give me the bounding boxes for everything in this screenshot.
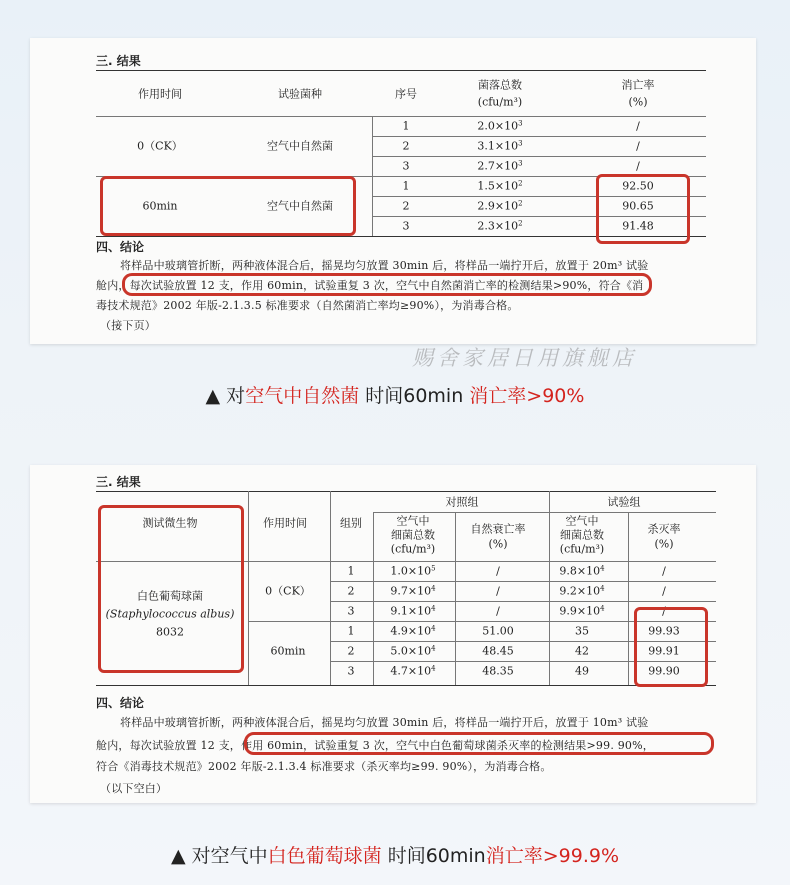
header-species: 试验菌种 <box>278 87 322 101</box>
time-ck: 0（CK） <box>137 139 183 153</box>
group-number: 1 <box>347 624 355 638</box>
control-count: $9.7\times 10^4$ <box>390 584 436 598</box>
header-index: 序号 <box>395 87 417 101</box>
colony-count: $2.7\times 10^3$ <box>477 159 523 173</box>
control-count: $9.1\times 10^4$ <box>390 604 436 618</box>
colony-count: $2.0\times 10^3$ <box>477 119 523 133</box>
natural-decay-rate: 48.45 <box>482 644 514 658</box>
header-kill-rate-2: (%) <box>654 537 674 551</box>
microbe-strain: 8032 <box>156 625 184 639</box>
header-group: 组别 <box>340 516 362 530</box>
kill-rate: 99.90 <box>648 664 680 678</box>
reduction-rate: 92.50 <box>622 179 654 193</box>
reduction-rate: / <box>636 119 640 133</box>
species-ck: 空气中自然菌 <box>267 139 333 153</box>
microbe-name: 白色葡萄球菌 <box>137 589 203 603</box>
reduction-rate: 91.48 <box>622 219 654 233</box>
group-number: 3 <box>347 664 355 678</box>
header-time: 作用时间 <box>138 87 182 101</box>
table-row-index: 3 <box>402 159 410 173</box>
header-test-count-3: (cfu/m³) <box>559 542 605 556</box>
microbe-latin-name: (Staphylococcus albus) <box>105 607 235 621</box>
natural-decay-rate: 48.35 <box>482 664 514 678</box>
conclusion-line: 符合《消毒技术规范》2002 年版-2.1.3.4 标准要求（杀灭率均≥99. 90%），为消毒合格。 <box>96 760 552 773</box>
control-count: $5.0\times 10^4$ <box>390 644 436 658</box>
kill-rate: 99.91 <box>648 644 680 658</box>
header-count: 菌落总数 <box>478 78 522 92</box>
header-ctrl-rate-2: (%) <box>488 537 508 551</box>
test-count: 49 <box>575 664 589 678</box>
species-60min: 空气中自然菌 <box>267 199 333 213</box>
reduction-rate: / <box>636 159 640 173</box>
header-test-count-2: 细菌总数 <box>560 528 604 542</box>
highlight-box-conclusion <box>244 732 714 755</box>
group-number: 1 <box>347 564 355 578</box>
test-count: 42 <box>575 644 589 658</box>
header-microbe: 测试微生物 <box>142 516 198 530</box>
header-ctrl-count-1: 空气中 <box>396 514 430 528</box>
kill-rate: / <box>662 564 666 578</box>
section-title: 三. 结果 <box>96 475 141 489</box>
header-kill-rate-1: 杀灭率 <box>647 522 681 536</box>
blank-note: （以下空白） <box>100 782 168 795</box>
reduction-rate: 90.65 <box>622 199 654 213</box>
table-row-index: 2 <box>402 139 410 153</box>
table-top-rule <box>96 491 716 492</box>
control-count: $4.7\times 10^4$ <box>390 664 436 678</box>
caption-2: ▲ 对空气中白色葡萄球菌 时间60min消亡率>99.9% <box>171 845 619 867</box>
header-rule <box>96 116 706 117</box>
table-row-index: 1 <box>402 179 410 193</box>
kill-rate: / <box>662 584 666 598</box>
header-rate-unit: (%) <box>628 95 648 109</box>
continued-note: （接下页） <box>100 319 156 332</box>
conclusion-line: 舱内，每次试验放置 12 支，作用 60min，试验重复 3 次，空气中白色葡萄球菌杀灭率的检测结果>99. 90%， <box>96 739 654 752</box>
header-rate: 消亡率 <box>621 78 655 92</box>
colony-count: $2.9\times 10^2$ <box>477 199 523 213</box>
highlight-box-time-species <box>100 176 356 236</box>
conclusion-line: 舱内，每次试验放置 12 支，作用 60min，试验重复 3 次，空气中自然菌消亡率的检测结果>90%，符合《消 <box>96 279 644 292</box>
kill-rate: 99.93 <box>648 624 680 638</box>
group-number: 2 <box>347 644 355 658</box>
table-bottom-rule <box>96 685 716 686</box>
highlight-box-kill-rates <box>634 604 708 687</box>
header-ctrl-count-3: (cfu/m³) <box>390 542 436 556</box>
control-count: $1.0\times 10^5$ <box>390 564 436 578</box>
reduction-rate: / <box>636 139 640 153</box>
highlight-box-conclusion <box>122 273 652 296</box>
test-count: $9.9\times 10^4$ <box>559 604 605 618</box>
time-ck: 0（CK） <box>265 584 311 598</box>
conclusion-title: 四、结论 <box>96 240 145 254</box>
colony-count: $3.1\times 10^3$ <box>477 139 523 153</box>
conclusion-title: 四、结论 <box>96 696 145 710</box>
caption-1: ▲ 对空气中自然菌 时间60min 消亡率>90% <box>205 385 585 407</box>
group-header-control: 对照组 <box>445 495 479 509</box>
test-count: $9.2\times 10^4$ <box>559 584 605 598</box>
table-top-rule <box>96 70 706 71</box>
section-title: 三. 结果 <box>96 54 141 68</box>
time-60min: 60min <box>270 644 306 658</box>
group-header-test: 试验组 <box>607 495 641 509</box>
natural-decay-rate: 51.00 <box>482 624 514 638</box>
header-ctrl-rate-1: 自然衰亡率 <box>470 522 526 536</box>
table-row-index: 3 <box>402 219 410 233</box>
table-row-index: 2 <box>402 199 410 213</box>
group-number: 3 <box>347 604 355 618</box>
control-count: $4.9\times 10^4$ <box>390 624 436 638</box>
natural-decay-rate: / <box>496 564 500 578</box>
report-page-1 <box>30 38 756 344</box>
colony-count: $2.3\times 10^2$ <box>477 219 523 233</box>
table-row-index: 1 <box>402 119 410 133</box>
highlight-box-microbe <box>98 505 244 673</box>
header-ctrl-count-2: 细菌总数 <box>391 528 435 542</box>
test-count: $9.8\times 10^4$ <box>559 564 605 578</box>
group-number: 2 <box>347 584 355 598</box>
store-watermark: 赐舍家居日用旗舰店 <box>412 346 637 370</box>
natural-decay-rate: / <box>496 584 500 598</box>
test-count: 35 <box>575 624 589 638</box>
conclusion-line: 毒技术规范》2002 年版-2.1.3.5 标准要求（自然菌消亡率均≥90%），为消毒合格。 <box>96 299 519 312</box>
header-test-count-1: 空气中 <box>565 514 599 528</box>
kill-rate: / <box>662 604 666 618</box>
highlight-box-rates <box>596 174 690 244</box>
conclusion-line: 将样品中玻璃管折断，两种液体混合后，摇晃均匀放置 30min 后，将样品一端拧开后，放置于 20m³ 试验 <box>120 259 649 272</box>
report-page-2 <box>30 465 756 803</box>
header-time: 作用时间 <box>263 516 307 530</box>
conclusion-line: 将样品中玻璃管折断，两种液体混合后，摇晃均匀放置 30min 后，将样品一端拧开后，放置于 10m³ 试验 <box>120 716 649 729</box>
time-60min: 60min <box>142 199 178 213</box>
header-count-unit: (cfu/m³) <box>477 95 523 109</box>
natural-decay-rate: / <box>496 604 500 618</box>
colony-count: $1.5\times 10^2$ <box>477 179 523 193</box>
